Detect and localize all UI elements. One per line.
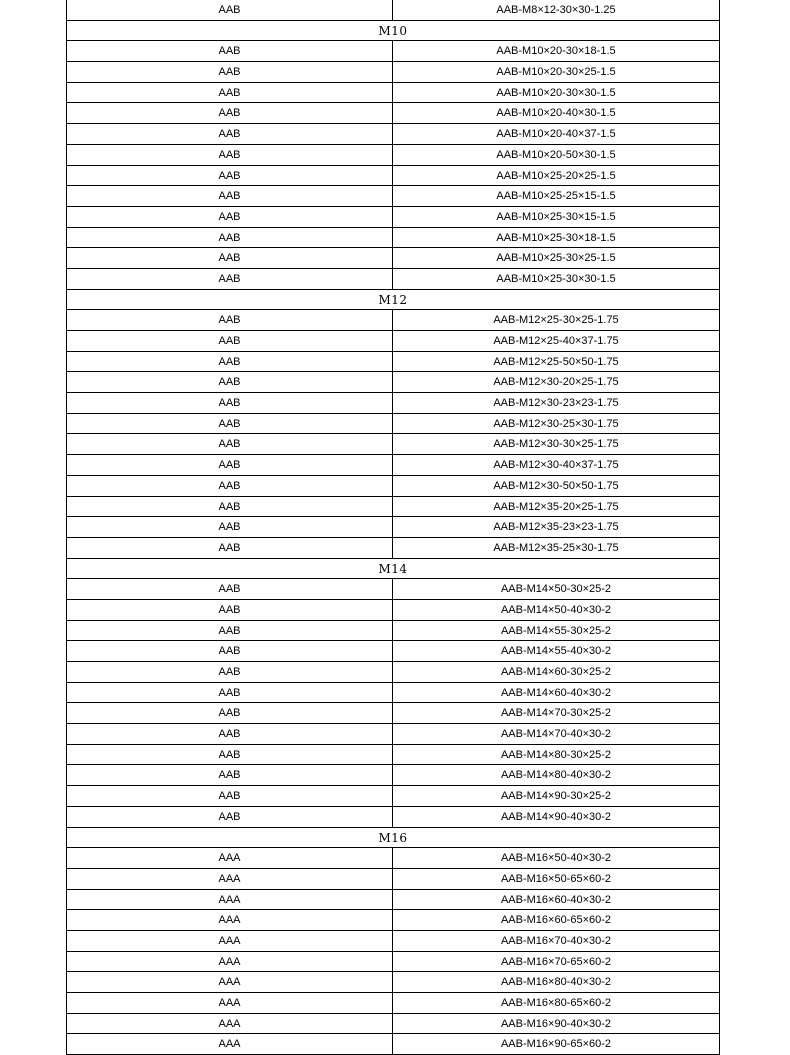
type-cell: AAB: [67, 41, 393, 61]
table-row: [67, 372, 719, 393]
model-cell: AAB-M16×90-65×60-2: [500, 1038, 612, 1051]
type-cell: AAB: [67, 331, 393, 351]
table-row: [67, 124, 719, 145]
section-header: M16: [67, 828, 719, 849]
type-cell: AAB: [67, 621, 393, 641]
table-row: [67, 62, 719, 83]
table-row: [67, 952, 719, 973]
model-cell: AAB-M14×60-30×25-2: [500, 666, 612, 678]
table-row: [67, 269, 719, 290]
model-cell: AAB-M16×80-40×30-2: [500, 976, 612, 989]
model-cell: AAB-M10×20-30×25-1.5: [496, 66, 616, 79]
type-cell: AAB: [67, 62, 393, 82]
type-cell: AAB: [67, 414, 393, 434]
model-cell: AAB-M14×80-40×30-2: [500, 769, 612, 782]
type-cell: AAB: [67, 186, 393, 206]
model-cell: AAB-M16×60-65×60-2: [500, 914, 612, 927]
model-cell: AAB-M10×25-30×18-1.5: [496, 231, 616, 244]
type-cell: AAA: [67, 931, 393, 951]
model-cell: AAB-M12×35-20×25-1.75: [493, 500, 619, 513]
type-cell: AAB: [67, 393, 393, 413]
table-row: [67, 745, 719, 766]
table-row: [67, 455, 719, 476]
type-cell: AAA: [67, 848, 393, 868]
model-cell: AAB-M12×30-40×37-1.75: [493, 459, 619, 472]
model-cell: AAB-M10×25-20×25-1.5: [496, 169, 616, 182]
type-cell: AAA: [67, 952, 393, 972]
type-cell: AAB: [67, 83, 393, 103]
type-cell: AAB: [67, 352, 393, 372]
model-cell: AAB-M14×80-30×25-2: [500, 748, 612, 761]
model-cell: AAB-M16×60-40×30-2: [500, 893, 612, 906]
table-row: [67, 228, 719, 249]
table-row: [67, 972, 719, 993]
type-cell: AAB: [67, 372, 393, 392]
model-cell: AAB-M14×90-30×25-2: [500, 790, 612, 803]
model-cell: AAB-M16×70-40×30-2: [500, 934, 612, 947]
type-cell: AAA: [67, 1034, 393, 1054]
table-row: [67, 0, 719, 21]
model-cell: AAB-M10×25-25×15-1.5: [496, 190, 616, 203]
table-row: [67, 993, 719, 1014]
type-cell: AAB: [67, 124, 393, 144]
table-row: [67, 848, 719, 869]
type-cell: AAA: [67, 910, 393, 930]
table-row: [67, 207, 719, 228]
type-cell: AAB: [67, 476, 393, 496]
model-cell: AAB-M14×90-40×30-2: [500, 810, 612, 823]
table-row: [67, 414, 719, 435]
table-row: [67, 662, 719, 683]
table-row: [67, 683, 719, 704]
type-cell: AAB: [67, 310, 393, 330]
model-cell: AAB-M14×70-30×25-2: [500, 707, 612, 720]
type-cell: AAB: [67, 683, 393, 703]
type-cell: AAA: [67, 993, 393, 1013]
model-cell: AAB-M10×25-30×30-1.5: [496, 272, 616, 285]
model-cell: AAB-M12×30-50×50-1.75: [493, 479, 619, 492]
model-cell: AAB-M8×12-30×30-1.25: [496, 4, 616, 16]
table-row: [67, 248, 719, 269]
type-cell: AAA: [67, 1014, 393, 1034]
type-cell: AAB: [67, 724, 393, 744]
section-header: M10: [67, 21, 719, 42]
table-row: [67, 103, 719, 124]
model-cell: AAB-M12×25-50×50-1.75: [493, 355, 619, 368]
type-cell: AAB: [67, 497, 393, 517]
table-row: [67, 807, 719, 828]
model-cell: AAB-M10×20-30×18-1.5: [496, 45, 616, 58]
model-cell: AAB-M14×60-40×30-2: [500, 686, 612, 699]
section-header: M12: [67, 290, 719, 311]
type-cell: AAB: [67, 269, 393, 289]
model-cell: AAB-M16×70-65×60-2: [500, 955, 612, 968]
spec-table: [66, 0, 720, 1055]
model-cell: AAB-M16×80-65×60-2: [500, 997, 612, 1009]
type-cell: AAB: [67, 145, 393, 165]
type-cell: AAB: [67, 641, 393, 661]
table-row: [67, 703, 719, 724]
type-cell: AAB: [67, 600, 393, 620]
model-cell: AAB-M10×20-40×30-1.5: [496, 107, 616, 120]
table-row: [67, 476, 719, 497]
type-cell: AAB: [67, 662, 393, 682]
model-cell: AAB-M16×50-65×60-2: [500, 872, 612, 885]
table-row: [67, 352, 719, 373]
model-cell: AAB-M10×25-30×25-1.5: [496, 252, 616, 265]
table-row: [67, 41, 719, 62]
table-row: [67, 538, 719, 559]
model-cell: AAB-M10×20-40×37-1.5: [496, 128, 616, 141]
model-cell: AAB-M14×50-30×25-2: [500, 583, 612, 596]
model-cell: AAB-M12×25-30×25-1.75: [493, 314, 619, 327]
table-row: [67, 497, 719, 518]
model-cell: AAB-M12×30-30×25-1.75: [493, 438, 619, 451]
type-cell: AAB: [67, 0, 393, 20]
table-row: [67, 145, 719, 166]
table-row: [67, 579, 719, 600]
type-cell: AAB: [67, 786, 393, 806]
table-row: [67, 765, 719, 786]
table-row: [67, 186, 719, 207]
table-row: [67, 786, 719, 807]
table-row: [67, 910, 719, 931]
type-cell: AAB: [67, 807, 393, 827]
table-row: [67, 434, 719, 455]
type-cell: AAA: [67, 890, 393, 910]
type-cell: AAB: [67, 103, 393, 123]
type-cell: AAB: [67, 765, 393, 785]
table-row: [67, 724, 719, 745]
type-cell: AAB: [67, 455, 393, 475]
model-cell: AAB-M14×70-40×30-2: [500, 728, 612, 741]
table-row: [67, 890, 719, 911]
model-cell: AAB-M12×30-20×25-1.75: [493, 376, 619, 389]
table-row: [67, 83, 719, 104]
type-cell: AAB: [67, 745, 393, 765]
type-cell: AAB: [67, 538, 393, 558]
model-cell: AAB-M12×30-23×23-1.75: [493, 397, 619, 410]
type-cell: AAB: [67, 166, 393, 186]
type-cell: AAB: [67, 517, 393, 537]
table-row: [67, 600, 719, 621]
type-cell: AAB: [67, 579, 393, 599]
table-row: [67, 331, 719, 352]
table-row: [67, 869, 719, 890]
model-cell: AAB-M16×90-40×30-2: [500, 1017, 612, 1030]
table-row: [67, 166, 719, 187]
type-cell: AAB: [67, 703, 393, 723]
model-cell: AAB-M14×50-40×30-2: [500, 603, 612, 616]
table-row: [67, 310, 719, 331]
type-cell: AAB: [67, 207, 393, 227]
model-cell: AAB-M14×55-30×25-2: [500, 624, 612, 637]
model-cell: AAB-M14×55-40×30-2: [500, 645, 612, 658]
model-cell: AAB-M12×35-25×30-1.75: [493, 541, 619, 554]
model-cell: AAB-M16×50-40×30-2: [500, 852, 612, 865]
type-cell: AAA: [67, 869, 393, 889]
model-cell: AAB-M10×20-30×30-1.5: [496, 86, 616, 99]
table-row: [67, 931, 719, 952]
table-row: [67, 641, 719, 662]
type-cell: AAB: [67, 228, 393, 248]
table-row: [67, 517, 719, 538]
table-row: [67, 1014, 719, 1035]
model-cell: AAB-M10×20-50×30-1.5: [496, 148, 616, 161]
table-row: [67, 393, 719, 414]
table-row: [67, 1034, 719, 1055]
model-cell: AAB-M10×25-30×15-1.5: [496, 210, 616, 223]
type-cell: AAB: [67, 248, 393, 268]
model-cell: AAB-M12×35-23×23-1.75: [493, 521, 619, 534]
model-cell: AAB-M12×25-40×37-1.75: [493, 335, 619, 347]
model-cell: AAB-M12×30-25×30-1.75: [493, 417, 619, 430]
type-cell: AAB: [67, 434, 393, 454]
type-cell: AAA: [67, 972, 393, 992]
table-row: [67, 621, 719, 642]
section-header: M14: [67, 559, 719, 580]
